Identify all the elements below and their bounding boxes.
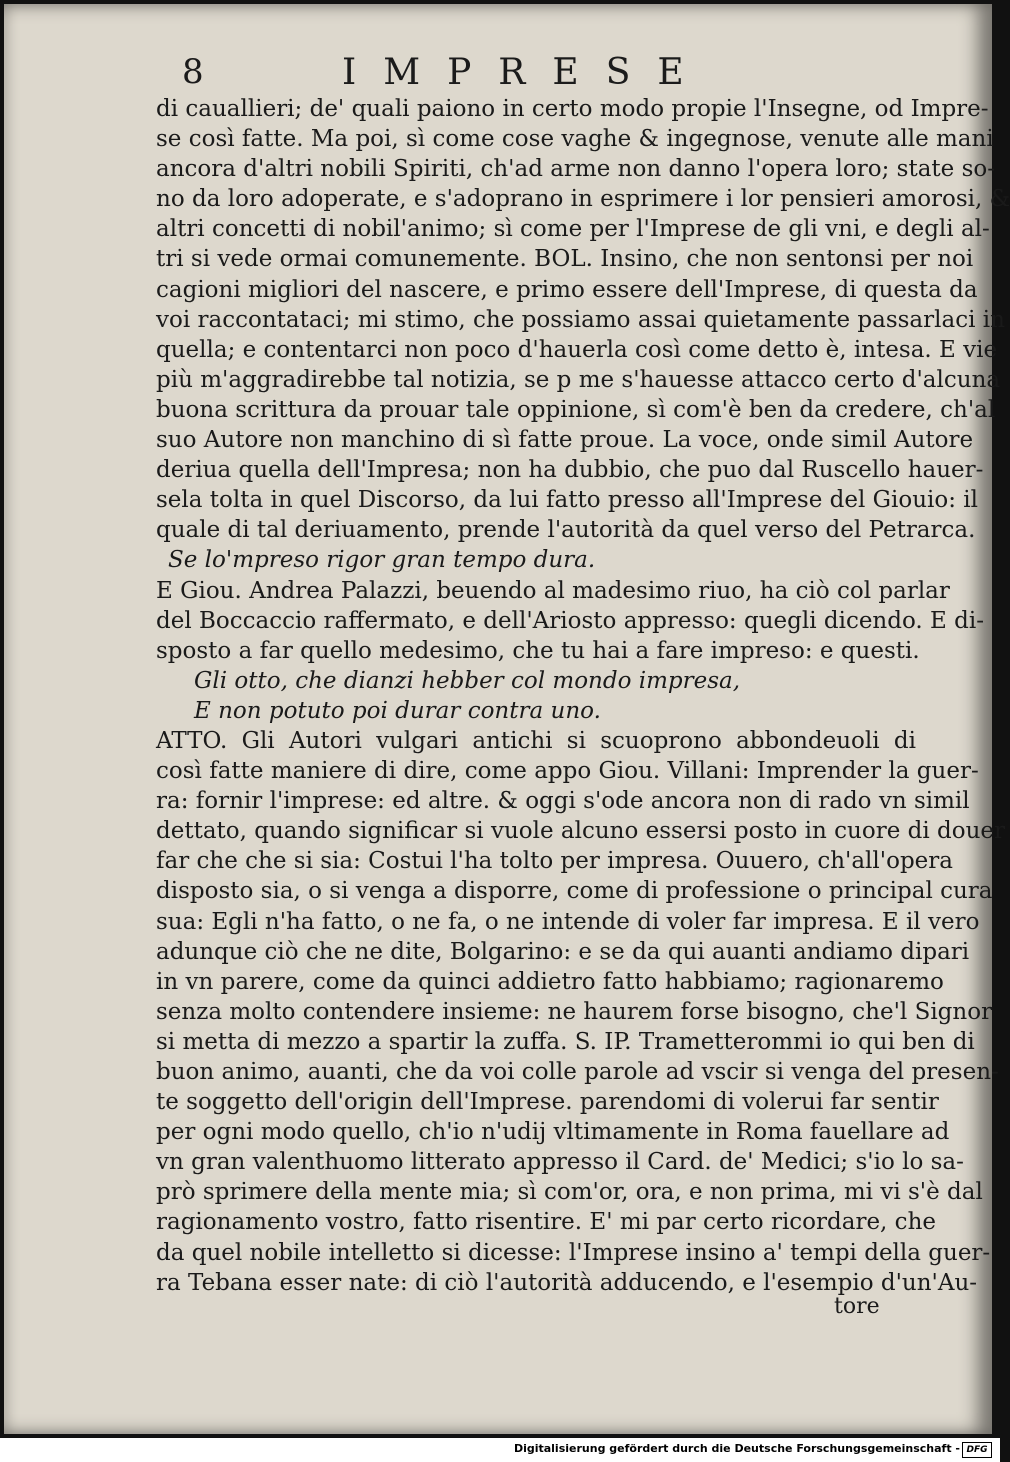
- dfg-logo-icon: DFG: [962, 1442, 992, 1458]
- text-line: E Giou. Andrea Palazzi, beuendo al madesimo riuo, ha ciò col parlar: [156, 577, 950, 604]
- text-line: tri si vede ormai comunemente. BOL. Insino, che non sentonsi per noi: [156, 246, 974, 273]
- book-page: [4, 4, 1010, 1434]
- text-line: buon animo, auanti, che da voi colle parole ad vscir si venga del presen-: [156, 1059, 999, 1085]
- text-line: ra Tebana esser nate: di ciò l'autorità adducendo, e l'esempio d'un'Au-: [156, 1269, 978, 1296]
- text-line: ra: fornir l'imprese: ed altre. & oggi s'ode ancora non di rado vn simil: [156, 788, 970, 815]
- text-line: deriua quella dell'Impresa; non ha dubbio, che puo dal Ruscello hauer-: [156, 457, 984, 484]
- verse-quote-line: Se lo'mpreso rigor gran tempo dura.: [168, 547, 596, 574]
- text-line: suo Autore non manchino di sì fatte proue. La voce, onde simil Autore: [156, 427, 974, 454]
- text-line: sela tolta in quel Discorso, da lui fatto presso all'Imprese del Giouio: il: [156, 487, 979, 514]
- text-line: te soggetto dell'origin dell'Imprese. parendomi di volerui far sentir: [156, 1089, 939, 1116]
- page-header: [174, 52, 734, 92]
- text-line: altri concetti di nobil'animo; sì come per l'Imprese de gli vni, e degli al-: [156, 216, 990, 243]
- text-line: quale di tal deriuamento, prende l'autorità da quel verso del Petrarca.: [156, 517, 976, 544]
- text-line: ragionamento vostro, fatto risentire. E' mi par certo ricordare, che: [156, 1209, 936, 1236]
- text-line: sposto a far quello medesimo, che tu hai a fare impreso: e questi.: [156, 637, 920, 664]
- text-line: si metta di mezzo a spartir la zuffa. S. IP. Trametterommi io qui ben di: [156, 1028, 975, 1055]
- text-line: in vn parere, come da quinci addietro fatto habbiamo; ragionaremo: [156, 968, 944, 995]
- text-line: far che che si sia: Costui l'ha tolto per impresa. Ouuero, ch'all'opera: [156, 848, 953, 875]
- text-line: per ogni modo quello, ch'io n'udij vltimamente in Roma fauellare ad: [156, 1119, 950, 1146]
- text-line: dettato, quando significar si vuole alcuno essersi posto in cuore di douer: [156, 818, 1006, 845]
- text-line: senza molto contendere insieme: ne haurem forse bisogno, che'l Signor: [156, 998, 993, 1025]
- text-line: ancora d'altri nobili Spiriti, ch'ad arme non danno l'opera loro; state so-: [156, 156, 995, 183]
- funding-credit: Digitalisierung gefördert durch die Deutsche Forschungsgemeinschaft -: [513, 1442, 960, 1455]
- text-line: cagioni migliori del nascere, e primo essere dell'Imprese, di questa da: [156, 276, 978, 303]
- text-line: prò sprimere della mente mia; sì com'or, ora, e non prima, mi vi s'è dal: [156, 1179, 983, 1206]
- text-line: più m'aggradirebbe tal notizia, se p me s'hauesse attacco certo d'alcuna: [156, 366, 1001, 393]
- text-line: buona scrittura da prouar tale oppinione, sì com'è ben da credere, ch'al: [156, 396, 996, 423]
- body-text: [156, 94, 1010, 1298]
- text-line: così fatte maniere di dire, come appo Giou. Villani: Imprender la guer-: [156, 758, 979, 785]
- verse-quote-line: E non potuto poi durar contra uno.: [194, 697, 601, 724]
- text-line: quella; e contentarci non poco d'hauerla così come detto è, intesa. E vie: [156, 336, 998, 363]
- text-line: vn gran valenthuomo litterato appresso il Card. de' Medici; s'io lo sa-: [156, 1149, 964, 1176]
- text-line: disposto sia, o si venga a disporre, come di professione o principal cura: [156, 878, 993, 905]
- text-line: da quel nobile intelletto si dicesse: l'Imprese insino a' tempi della guer-: [156, 1239, 991, 1266]
- text-line: se così fatte. Ma poi, sì come cose vaghe & ingegnose, venute alle mani: [156, 126, 994, 153]
- text-line: ATTO. Gli Autori vulgari antichi si scuoprono abbondeuoli di: [156, 727, 916, 754]
- catchword: tore: [834, 1294, 880, 1319]
- text-line: no da loro adoperate, e s'adoprano in esprimere i lor pensieri amorosi, &: [156, 186, 1010, 213]
- digitization-footer: [0, 1438, 1000, 1462]
- page-number: 8: [182, 52, 204, 92]
- text-line: sua: Egli n'ha fatto, o ne fa, o ne intende di voler far impresa. E il vero: [156, 908, 980, 935]
- running-title: IMPRESE: [342, 52, 711, 93]
- text-line: di cauallieri; de' quali paiono in certo modo propie l'Insegne, od Impre-: [156, 96, 989, 122]
- verse-quote-line: Gli otto, che dianzi hebber col mondo impresa,: [194, 667, 741, 694]
- text-line: del Boccaccio raffermato, e dell'Ariosto appresso: quegli dicendo. E di-: [156, 607, 984, 634]
- text-line: adunque ciò che ne dite, Bolgarino: e se da qui auanti andiamo dipari: [156, 938, 970, 965]
- text-line: voi raccontataci; mi stimo, che possiamo assai quietamente passarlaci in: [156, 306, 1005, 333]
